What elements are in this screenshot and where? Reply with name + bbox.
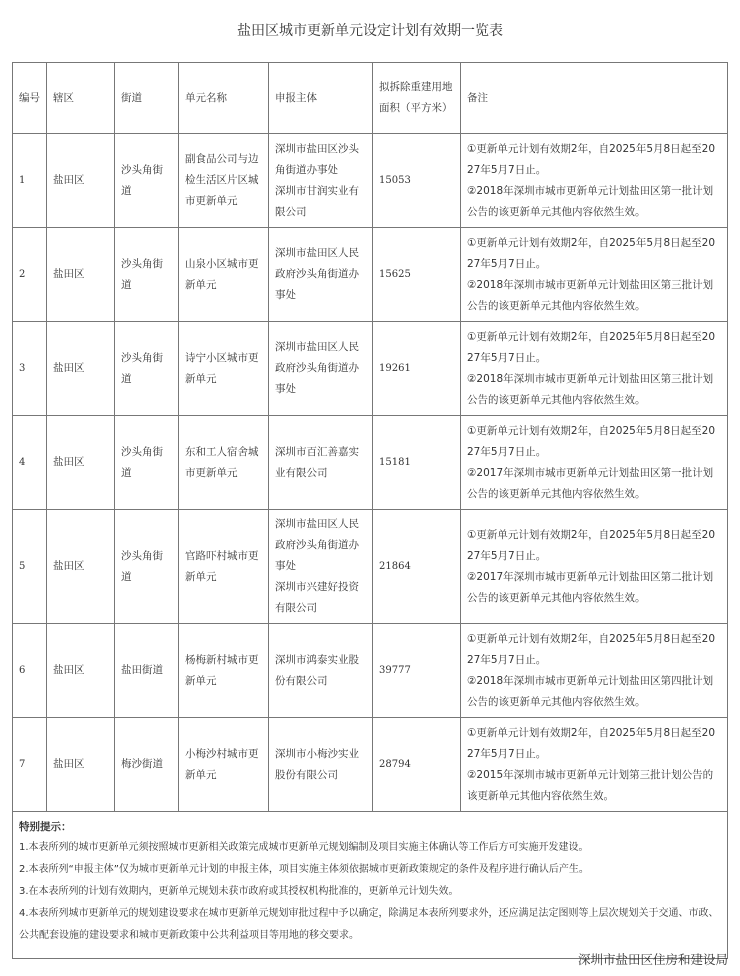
cell-no: 3 <box>13 322 47 416</box>
notes-row <box>13 812 728 959</box>
cell-remark-line: ②2018年深圳市城市更新单元计划盐田区第一批计划公告的该更新单元其他内容依然生效。 <box>467 184 714 218</box>
cell-applicant-line: 深圳市甘润实业有限公司 <box>275 184 359 218</box>
cell-remark <box>461 718 728 812</box>
note-item-4: 4.本表所列城市更新单元的规划建设要求在城市更新单元规划审批过程中予以确定，除满足本表所列要求外，还应满足法定图则等上层次规划关于交通、市政、公共配套设施的建设要求和城市更新政策中公共利益项目等用地的移交要求。 <box>19 908 719 941</box>
cell-applicant-line: 深圳市盐田区沙头角街道办事处 <box>275 142 359 176</box>
cell-remark <box>461 510 728 624</box>
cell-district: 盐田区 <box>47 228 115 322</box>
cell-area: 21864 <box>373 510 461 624</box>
cell-remark-line: ①更新单元计划有效期2年，自2025年5月8日起至2027年5月7日止。 <box>467 632 716 666</box>
cell-remark-line: ②2015年深圳市城市更新单元计划第三批计划公告的该更新单元其他内容依然生效。 <box>467 768 714 802</box>
cell-applicant: 深圳市盐田区人民政府沙头角街道办事处 <box>269 322 373 416</box>
cell-remark-line: ②2018年深圳市城市更新单元计划盐田区第三批计划公告的该更新单元其他内容依然生效。 <box>467 372 714 406</box>
cell-remark-line: ①更新单元计划有效期2年，自2025年5月8日起至2027年5月7日止。 <box>467 528 716 562</box>
cell-applicant-line: 深圳市盐田区人民政府沙头角街道办事处 <box>275 518 359 572</box>
cell-district: 盐田区 <box>47 718 115 812</box>
cell-street: 梅沙街道 <box>115 718 179 812</box>
cell-street: 盐田街道 <box>115 624 179 718</box>
cell-unit-name: 东和工人宿舍城市更新单元 <box>179 416 269 510</box>
footer-issuer: 深圳市盐田区住房和建设局 <box>577 952 728 967</box>
page-title: 盐田区城市更新单元设定计划有效期一览表 <box>237 23 503 39</box>
cell-remark <box>461 134 728 228</box>
plan-table <box>12 62 728 959</box>
cell-applicant <box>269 510 373 624</box>
cell-remark <box>461 416 728 510</box>
cell-remark <box>461 322 728 416</box>
cell-unit-name: 诗宁小区城市更新单元 <box>179 322 269 416</box>
cell-unit-name: 副食品公司与边检生活区片区城市更新单元 <box>179 134 269 228</box>
table-row <box>13 322 728 416</box>
cell-remark-line: ②2017年深圳市城市更新单元计划盐田区第一批计划公告的该更新单元其他内容依然生效。 <box>467 466 714 500</box>
cell-district: 盐田区 <box>47 624 115 718</box>
cell-district: 盐田区 <box>47 416 115 510</box>
cell-area: 39777 <box>373 624 461 718</box>
cell-applicant: 深圳市小梅沙实业股份有限公司 <box>269 718 373 812</box>
cell-area: 28794 <box>373 718 461 812</box>
cell-remark-line: ②2018年深圳市城市更新单元计划盐田区第四批计划公告的该更新单元其他内容依然生效。 <box>467 674 714 708</box>
header-no: 编号 <box>13 63 47 134</box>
cell-no: 5 <box>13 510 47 624</box>
cell-no: 1 <box>13 134 47 228</box>
cell-district: 盐田区 <box>47 322 115 416</box>
cell-unit-name: 官路吓村城市更新单元 <box>179 510 269 624</box>
header-unit: 单元名称 <box>179 63 269 134</box>
cell-street: 沙头角街道 <box>115 134 179 228</box>
cell-street: 沙头角街道 <box>115 510 179 624</box>
note-item-3: 3.在本表所列的计划有效期内，更新单元规划未获市政府或其授权机构批准的，更新单元计划失效。 <box>19 886 459 897</box>
cell-remark-line: ①更新单元计划有效期2年，自2025年5月8日起至2027年5月7日止。 <box>467 424 716 458</box>
note-item-1: 1.本表所列的城市更新单元须按照城市更新相关政策完成城市更新单元规划编制及项目实施主体确认等工作后方可实施开发建设。 <box>19 842 589 853</box>
table-row <box>13 416 728 510</box>
cell-remark-line: ①更新单元计划有效期2年，自2025年5月8日起至2027年5月7日止。 <box>467 726 716 760</box>
cell-no: 4 <box>13 416 47 510</box>
note-item-2: 2.本表所列“申报主体”仅为城市更新单元计划的申报主体，项目实施主体须依据城市更新政策规定的条件及程序进行确认后产生。 <box>19 864 589 875</box>
cell-applicant: 深圳市鸿泰实业股份有限公司 <box>269 624 373 718</box>
notes-heading: 特别提示： <box>19 821 72 833</box>
cell-district: 盐田区 <box>47 510 115 624</box>
cell-unit-name: 小梅沙村城市更新单元 <box>179 718 269 812</box>
notes-cell <box>13 812 728 959</box>
cell-remark-line: ①更新单元计划有效期2年，自2025年5月8日起至2027年5月7日止。 <box>467 330 716 364</box>
table-row <box>13 510 728 624</box>
table-row <box>13 624 728 718</box>
header-area: 拟拆除重建用地面积（平方米） <box>373 63 461 134</box>
cell-area: 15053 <box>373 134 461 228</box>
cell-area: 19261 <box>373 322 461 416</box>
cell-street: 沙头角街道 <box>115 322 179 416</box>
cell-street: 沙头角街道 <box>115 416 179 510</box>
table-row <box>13 134 728 228</box>
header-remark: 备注 <box>461 63 728 134</box>
cell-district: 盐田区 <box>47 134 115 228</box>
cell-remark <box>461 228 728 322</box>
cell-remark-line: ①更新单元计划有效期2年，自2025年5月8日起至2027年5月7日止。 <box>467 236 716 270</box>
cell-remark-line: ②2018年深圳市城市更新单元计划盐田区第三批计划公告的该更新单元其他内容依然生效。 <box>467 278 714 312</box>
header-applicant: 申报主体 <box>269 63 373 134</box>
cell-unit-name: 山泉小区城市更新单元 <box>179 228 269 322</box>
cell-applicant <box>269 134 373 228</box>
cell-street: 沙头角街道 <box>115 228 179 322</box>
cell-no: 2 <box>13 228 47 322</box>
cell-remark-line: ②2017年深圳市城市更新单元计划盐田区第二批计划公告的该更新单元其他内容依然生效。 <box>467 570 714 604</box>
cell-remark-line: ①更新单元计划有效期2年，自2025年5月8日起至2027年5月7日止。 <box>467 142 716 176</box>
table-row <box>13 228 728 322</box>
cell-no: 7 <box>13 718 47 812</box>
table-header-row <box>13 63 728 134</box>
cell-no: 6 <box>13 624 47 718</box>
cell-applicant: 深圳市盐田区人民政府沙头角街道办事处 <box>269 228 373 322</box>
cell-applicant: 深圳市百汇善嘉实业有限公司 <box>269 416 373 510</box>
cell-area: 15181 <box>373 416 461 510</box>
table-row <box>13 718 728 812</box>
header-district: 辖区 <box>47 63 115 134</box>
cell-area: 15625 <box>373 228 461 322</box>
header-street: 街道 <box>115 63 179 134</box>
cell-unit-name: 杨梅新村城市更新单元 <box>179 624 269 718</box>
cell-remark <box>461 624 728 718</box>
cell-applicant-line: 深圳市兴建好投资有限公司 <box>275 581 359 614</box>
